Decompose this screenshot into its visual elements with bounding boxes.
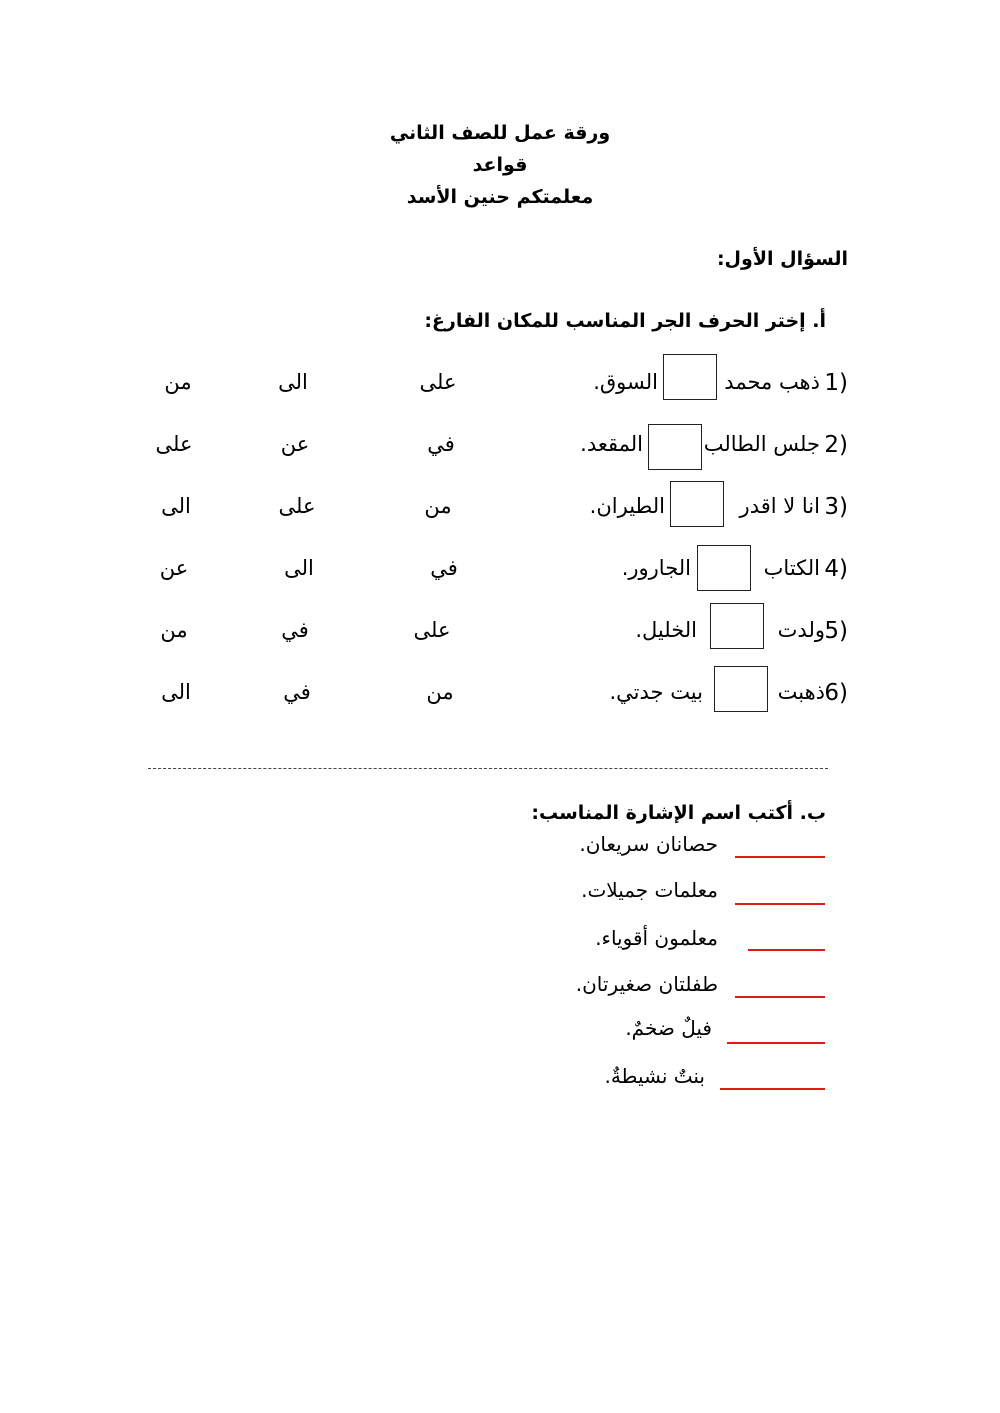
sentence-end: السوق. (593, 370, 658, 394)
sentence: معلمات جميلات. (581, 878, 718, 902)
option[interactable]: في (427, 432, 455, 456)
teacher-name: معلمتكم حنين الأسد (406, 186, 594, 208)
option[interactable]: في (283, 680, 311, 704)
answer-box[interactable] (648, 424, 702, 470)
option[interactable]: الى (161, 494, 191, 518)
sentence-end: المقعد. (580, 432, 643, 456)
question-number: 3) (824, 494, 848, 520)
question-number: 5) (824, 618, 848, 644)
option[interactable]: من (160, 618, 188, 642)
option[interactable]: في (430, 556, 458, 580)
sentence-start: ذهب محمد (724, 370, 820, 394)
answer-line[interactable] (727, 1042, 825, 1044)
option[interactable]: عن (159, 556, 189, 580)
section-divider (148, 768, 828, 769)
answer-box[interactable] (714, 666, 768, 712)
sentence-start: ذهبت (777, 680, 825, 704)
option[interactable]: من (164, 370, 192, 394)
answer-box[interactable] (697, 545, 751, 591)
answer-box[interactable] (670, 481, 724, 527)
sentence-end: الجارور. (621, 556, 691, 580)
question-number: 6) (824, 680, 848, 706)
answer-box[interactable] (710, 603, 764, 649)
question-one-heading: السؤال الأول: (716, 248, 848, 270)
part-a-heading: أ. إختر الحرف الجر المناسب للمكان الفارغ: (424, 310, 826, 332)
option[interactable]: عن (280, 432, 310, 456)
answer-line[interactable] (748, 949, 825, 951)
sentence: بنتٌ نشيطةٌ. (604, 1064, 705, 1088)
sentence: فيلٌ ضخمٌ. (625, 1016, 712, 1040)
option[interactable]: الى (278, 370, 308, 394)
sentence-start: جلس الطالب (703, 432, 820, 456)
option[interactable]: على (413, 618, 451, 642)
option[interactable]: على (155, 432, 193, 456)
option[interactable]: الى (161, 680, 191, 704)
answer-line[interactable] (735, 856, 825, 858)
part-b-heading: ب. أكتب اسم الإشارة المناسب: (531, 802, 826, 824)
sentence: طفلتان صغيرتان. (575, 972, 718, 996)
worksheet-title: ورقة عمل للصف الثاني (389, 122, 611, 144)
question-number: 4) (824, 556, 848, 582)
option[interactable]: من (424, 494, 452, 518)
answer-line[interactable] (735, 996, 825, 998)
sentence-start: الكتاب (763, 556, 820, 580)
sentence-start: انا لا اقدر (739, 494, 820, 518)
sentence-end: الخليل. (635, 618, 697, 642)
question-number: 2) (824, 432, 848, 458)
option[interactable]: في (281, 618, 309, 642)
sentence: معلمون أقوياء. (595, 926, 718, 950)
sentence-end: الطيران. (589, 494, 665, 518)
option[interactable]: على (278, 494, 316, 518)
question-number: 1) (824, 370, 848, 396)
answer-box[interactable] (663, 354, 717, 400)
answer-line[interactable] (720, 1088, 825, 1090)
option[interactable]: على (419, 370, 457, 394)
sentence-end: بيت جدتي. (609, 680, 703, 704)
sentence: حصانان سريعان. (579, 832, 718, 856)
answer-line[interactable] (735, 903, 825, 905)
sentence-start: ولدت (777, 618, 825, 642)
option[interactable]: من (426, 680, 454, 704)
subject-title: قواعد (472, 154, 528, 176)
option[interactable]: الى (284, 556, 314, 580)
